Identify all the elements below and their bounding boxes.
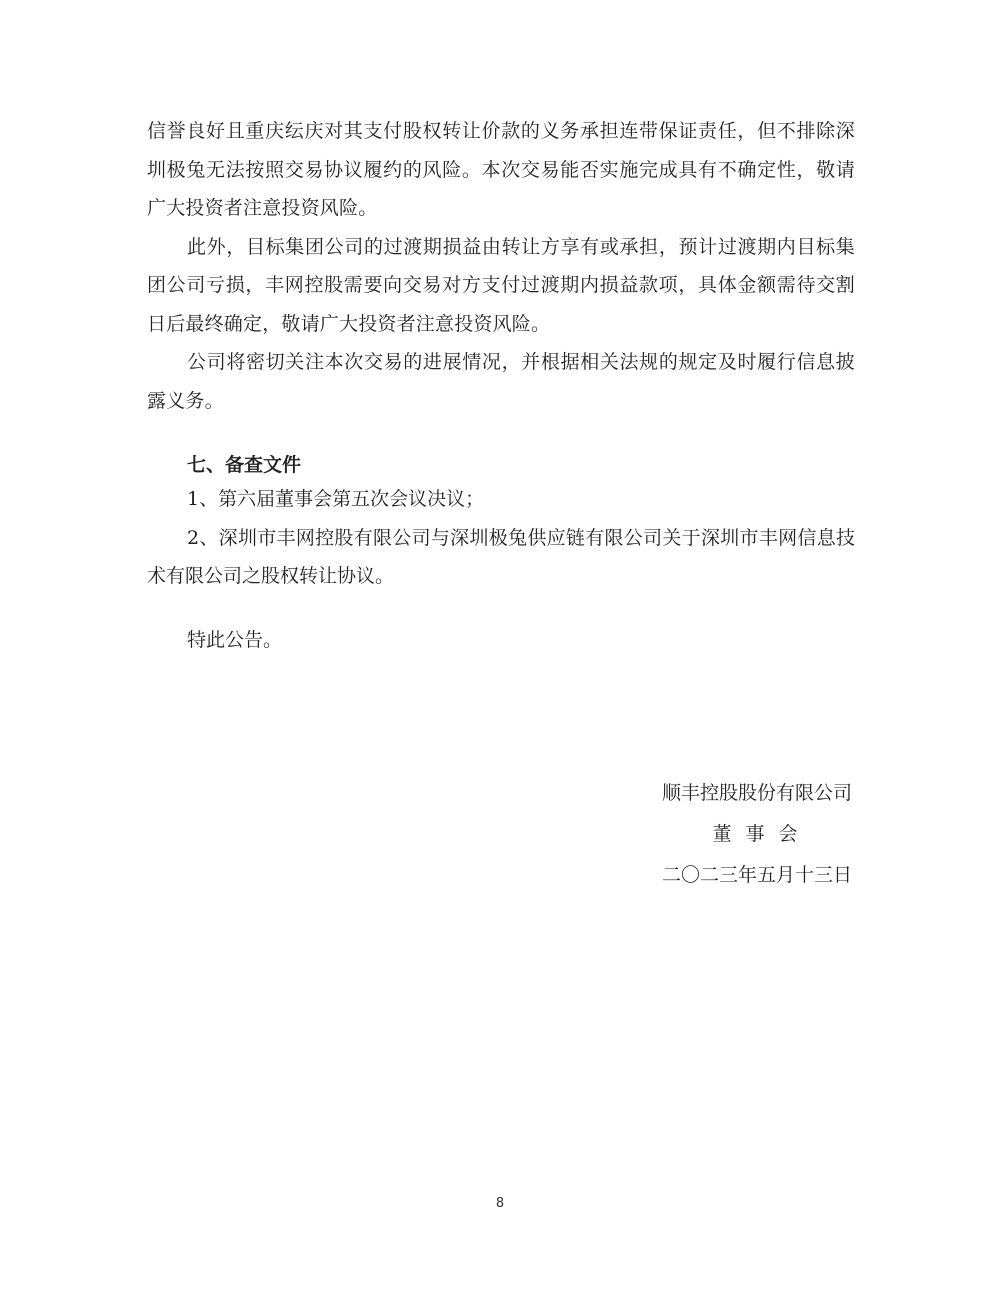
paragraph-line: 信誉良好且重庆纭庆对其支付股权转让价款的义务承担连带保证责任，但不排除深 bbox=[147, 120, 855, 142]
company-name: 顺丰控股股份有限公司 bbox=[661, 782, 852, 804]
body-text bbox=[147, 112, 855, 420]
section-heading: 七、备查文件 bbox=[187, 454, 302, 476]
paragraph-line: 此外，目标集团公司的过渡期损益由转让方享有或承担，预计过渡期内目标集 bbox=[187, 235, 855, 258]
paragraph-line: 圳极兔无法按照交易协议履约的风险。本次交易能否实施完成具有不确定性，敬请 bbox=[147, 158, 855, 181]
paragraph-line: 团公司亏损，丰网控股需要向交易对方支付过渡期内损益款项，具体金额需待交割 bbox=[147, 274, 855, 296]
paragraph-line: 公司将密切关注本次交易的进展情况，并根据相关法规的规定及时履行信息披 bbox=[187, 351, 855, 373]
list-item-continuation: 术有限公司之股权转让协议。 bbox=[147, 565, 395, 587]
closing-statement: 特此公告。 bbox=[187, 629, 283, 651]
paragraph-line: 露义务。 bbox=[147, 389, 224, 412]
list-item: 1、第六届董事会第五次会议决议； bbox=[187, 488, 485, 510]
paragraph-line: 日后最终确定，敬请广大投资者注意投资风险。 bbox=[147, 312, 551, 335]
announcement-date: 二〇二三年五月十三日 bbox=[661, 864, 852, 886]
reference-files-list bbox=[147, 480, 855, 596]
board-of-directors: 董事会 bbox=[712, 823, 812, 845]
page-number: 8 bbox=[495, 1196, 505, 1211]
paragraph-line: 广大投资者注意投资风险。 bbox=[147, 197, 378, 219]
signature-block bbox=[552, 773, 852, 896]
list-item: 2、深圳市丰网控股有限公司与深圳极兔供应链有限公司关于深圳市丰网信息技 bbox=[187, 526, 855, 549]
